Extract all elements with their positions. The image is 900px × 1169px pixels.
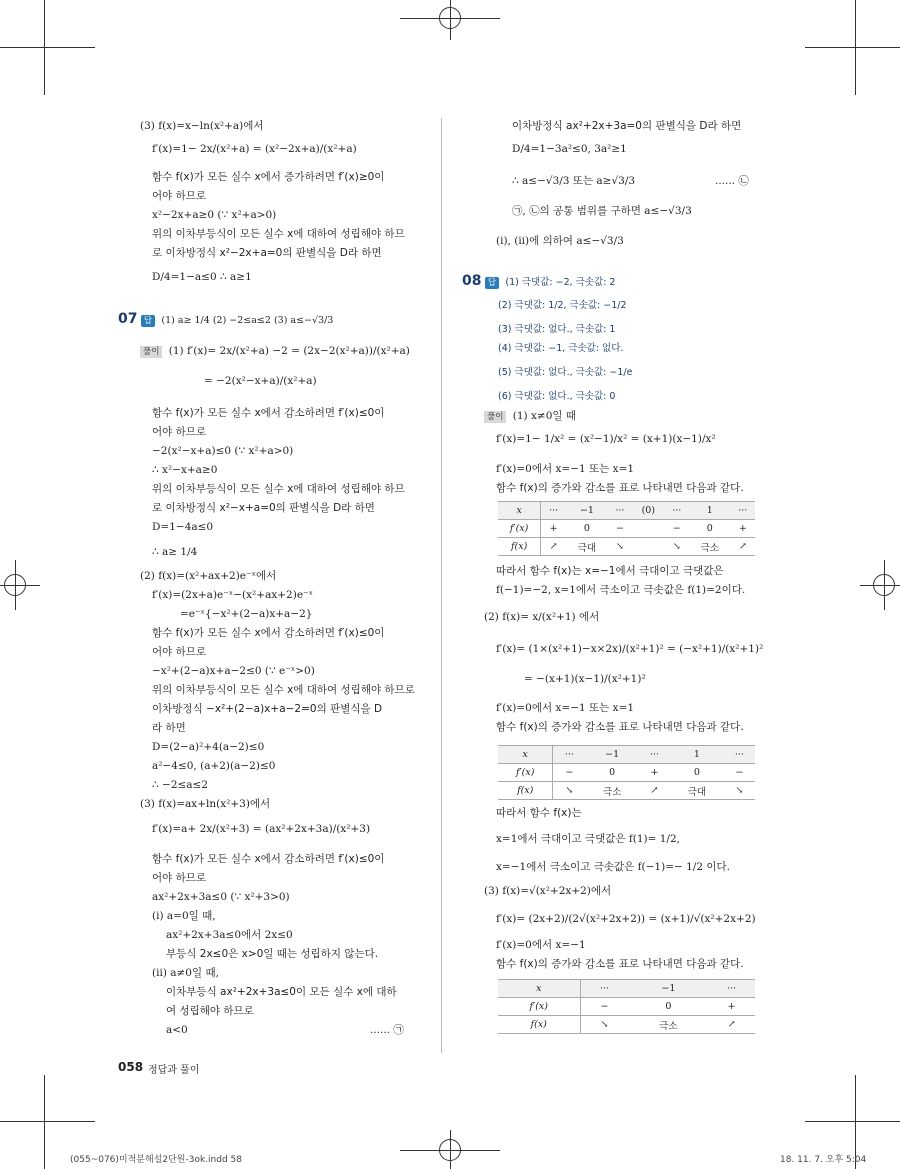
table-row	[498, 1016, 755, 1034]
text-line: 어야 하므로	[152, 872, 207, 884]
text-line: 위의 이차부등식이 모든 실수 x에 대하여 성립해야 하므로	[152, 684, 415, 696]
table-cell: 0	[689, 520, 731, 538]
table-cell: −1	[566, 502, 608, 520]
math-line: ∴ x²−x+a≥0	[152, 464, 218, 476]
crop-mark	[805, 1121, 900, 1122]
math-line: x=1에서 극대이고 극댓값은 f(1)= 1/2,	[496, 833, 680, 845]
text-line: 따라서 함수 f(x)는	[496, 807, 582, 819]
table-cell: 극대	[566, 538, 608, 556]
text-line: 위의 이차부등식이 모든 실수 x에 대하여 성립해야 하므	[152, 228, 405, 240]
table-cell: −	[580, 998, 628, 1016]
text-line: 어야 하므로	[152, 646, 207, 658]
text-line: ㉠, ㉡의 공통 범위를 구하면 a≤−√3/3	[512, 205, 692, 217]
math-line: a<0	[166, 1024, 188, 1036]
answer-text: (1) a≥ 1/4 (2) −2≤a≤2 (3) a≤−√3/3	[161, 315, 334, 326]
table-cell: 극소	[689, 538, 731, 556]
table-cell: −	[553, 764, 585, 782]
table-cell: ···	[608, 502, 632, 520]
table-row	[498, 980, 755, 998]
text-line: 부등식 2x≤0은 x>0일 때는 성립하지 않는다.	[166, 948, 379, 960]
math-line: f′(x)=0에서 x=−1 또는 x=1	[496, 463, 635, 475]
table-cell: ↘	[608, 538, 632, 556]
table-cell: x	[498, 746, 553, 764]
table-cell: −1	[628, 980, 708, 998]
table-cell: ···	[639, 746, 670, 764]
math-line: ∴ a≥ 1/4	[152, 546, 198, 558]
equation-label: ...... ㉡	[715, 175, 749, 187]
math-line: ∴ a≤−√3/3 또는 a≥√3/3	[512, 175, 636, 187]
text-line: f(−1)=−2, x=1에서 극소이고 극솟값은 f(1)=2이다.	[496, 584, 746, 596]
text-line: 함수 f(x)의 증가와 감소를 표로 나타내면 다음과 같다.	[496, 958, 744, 970]
table-cell: f′(x)	[498, 764, 553, 782]
table-cell: ↘	[724, 782, 755, 800]
text-line: (2) f(x)=(x²+ax+2)e⁻ˣ에서	[140, 570, 277, 582]
text-line: 함수 f(x)가 모든 실수 x에서 증가하려면 f′(x)≥0이	[152, 171, 385, 183]
table-cell: 극소	[628, 1016, 708, 1034]
table-cell: +	[731, 520, 755, 538]
text-line: 함수 f(x)가 모든 실수 x에서 감소하려면 f′(x)≤0이	[152, 407, 385, 419]
math-line: f′(x)=a+ 2x/(x²+3) = (ax²+2x+3a)/(x²+3)	[152, 823, 371, 835]
text-line: 이차방정식 ax²+2x+3a=0의 판별식을 D라 하면	[512, 120, 742, 132]
question-07-header	[118, 312, 333, 328]
table-cell: ···	[580, 980, 628, 998]
table-cell: f(x)	[498, 1016, 580, 1034]
table-cell: ···	[665, 502, 689, 520]
text-line: (i) a=0일 때,	[152, 910, 216, 922]
answer-item: (5) 극댓값: 없다., 극솟값: −1/e	[498, 367, 633, 378]
table-cell: ↘	[553, 782, 585, 800]
table-cell: x	[498, 980, 580, 998]
math-line: −2(x²−x+a)≤0 (∵ x²+a>0)	[152, 445, 294, 457]
table-row	[498, 998, 755, 1016]
variation-table-1	[498, 501, 755, 556]
text-line: (3) f(x)=ax+ln(x²+3)에서	[140, 798, 271, 810]
table-cell: f(x)	[498, 782, 553, 800]
table-cell: ↗	[541, 538, 566, 556]
table-cell: ···	[553, 746, 585, 764]
print-slug-date: 18. 11. 7. 오후 5:04	[780, 1155, 867, 1165]
table-cell: −	[608, 520, 632, 538]
table-cell: f′(x)	[498, 998, 580, 1016]
registration-mark	[873, 574, 895, 596]
math-line: a²−4≤0, (a+2)(a−2)≤0	[152, 760, 276, 772]
text-line: 함수 f(x)의 증가와 감소를 표로 나타내면 다음과 같다.	[496, 482, 744, 494]
math-line: f′(x)=1− 2x/(x²+a) = (x²−2x+a)/(x²+a)	[152, 143, 357, 155]
math-line: f′(x)=0에서 x=−1 또는 x=1	[496, 702, 635, 714]
table-cell: 극소	[585, 782, 639, 800]
text-line: 어야 하므로	[152, 190, 207, 202]
text-line: 함수 f(x)의 증가와 감소를 표로 나타내면 다음과 같다.	[496, 721, 744, 733]
table-cell: f(x)	[498, 538, 541, 556]
solution-tag: 풀이	[484, 411, 506, 423]
question-number: 08	[462, 273, 482, 289]
text-line: 이차부등식 ax²+2x+3a≤0이 모든 실수 x에 대하	[166, 986, 397, 998]
answer-tag: 답	[141, 315, 155, 327]
crop-mark	[0, 47, 95, 48]
crop-mark	[44, 1075, 45, 1169]
text-line: 함수 f(x)가 모든 실수 x에서 감소하려면 f′(x)≤0이	[152, 853, 385, 865]
page-number: 058	[118, 1060, 144, 1074]
math-line: f′(x)= (1×(x²+1)−x×2x)/(x²+1)² = (−x²+1)/(x²+1)²	[496, 643, 764, 655]
math-line: = −2(x²−x+a)/(x²+a)	[204, 375, 317, 387]
table-cell: ···	[708, 980, 755, 998]
table-cell: +	[541, 520, 566, 538]
text-line: (2) f(x)= x/(x²+1) 에서	[484, 611, 600, 623]
answer-item: (4) 극댓값: −1, 극솟값: 없다.	[498, 343, 624, 354]
equation-label: ...... ㉠	[370, 1024, 404, 1036]
text-line: 어야 하므로	[152, 426, 207, 438]
table-cell: 0	[566, 520, 608, 538]
math-line: (1) f′(x)= 2x/(x²+a) −2 = (2x−2(x²+a))/(x²+a)	[168, 345, 410, 357]
table-cell: 0	[585, 764, 639, 782]
math-line: x=−1에서 극소이고 극솟값은 f(−1)=− 1/2 이다.	[496, 861, 730, 873]
text-line: 로 이차방정식 x²−x+a=0의 판별식을 D라 하면	[152, 502, 375, 514]
variation-table-3	[498, 979, 755, 1034]
table-row	[498, 538, 755, 556]
table-cell: ↗	[639, 782, 670, 800]
table-cell: 1	[689, 502, 731, 520]
math-line: ax²+2x+3a≤0에서 2x≤0	[166, 929, 293, 941]
text-line: 위의 이차부등식이 모든 실수 x에 대하여 성립해야 하므	[152, 483, 405, 495]
table-cell: 1	[670, 746, 724, 764]
table-row	[498, 520, 755, 538]
table-cell: −	[724, 764, 755, 782]
crop-mark	[855, 0, 856, 95]
table-cell	[632, 520, 665, 538]
text-line: (1) x≠0일 때	[512, 410, 577, 422]
table-cell: ↗	[731, 538, 755, 556]
table-cell: (0)	[632, 502, 665, 520]
table-cell: 극대	[670, 782, 724, 800]
text-line: 여 성립해야 하므로	[166, 1005, 254, 1017]
math-line: x²−2x+a≥0 (∵ x²+a>0)	[152, 209, 277, 221]
text-line: (3) f(x)=√(x²+2x+2)에서	[484, 885, 612, 897]
answer-item: (3) 극댓값: 없다., 극솟값: 1	[498, 324, 616, 335]
variation-table-2	[498, 745, 755, 800]
math-line: D=(2−a)²+4(a−2)≤0	[152, 741, 265, 753]
table-cell	[632, 538, 665, 556]
answer-item: (2) 극댓값: 1/2, 극솟값: −1/2	[498, 300, 627, 311]
text-line: 함수 f(x)가 모든 실수 x에서 감소하려면 f′(x)≤0이	[152, 627, 385, 639]
column-divider	[441, 118, 442, 1053]
math-line: f′(x)= (2x+2)/(2√(x²+2x+2)) = (x+1)/√(x²+2x+2)	[496, 913, 756, 925]
text-line: 따라서 함수 f(x)는 x=−1에서 극대이고 극댓값은	[496, 565, 724, 577]
math-line: f′(x)=0에서 x=−1	[496, 939, 586, 951]
math-line: f′(x)=(2x+a)e⁻ˣ−(x²+ax+2)e⁻ˣ	[152, 589, 314, 601]
print-slug-file: (055~076)미적분해설2단원-3ok.indd 58	[70, 1155, 243, 1165]
table-cell: 0	[670, 764, 724, 782]
text-line: (i), (ii)에 의하여 a≤−√3/3	[496, 235, 624, 247]
table-cell: −1	[585, 746, 639, 764]
registration-mark	[439, 1139, 461, 1161]
solution-line	[140, 344, 410, 358]
table-cell: ···	[731, 502, 755, 520]
math-line: D=1−4a≤0	[152, 521, 214, 533]
footer-label: 정답과 풀이	[148, 1065, 200, 1076]
math-line: D/4=1−a≤0 ∴ a≥1	[152, 271, 252, 283]
text-line: 이차방정식 −x²+(2−a)x+a−2=0의 판별식을 D	[152, 703, 383, 715]
table-row	[498, 782, 755, 800]
math-line: =e⁻ˣ{−x²+(2−a)x+a−2}	[180, 608, 313, 620]
crop-mark	[0, 1121, 95, 1122]
math-line: ax²+2x+3a≤0 (∵ x²+3>0)	[152, 891, 290, 903]
table-cell: −	[665, 520, 689, 538]
table-row	[498, 764, 755, 782]
question-number: 07	[118, 311, 138, 327]
answer-tag: 답	[485, 277, 499, 289]
math-line: D/4=1−3a²≤0, 3a²≥1	[512, 143, 627, 155]
solution-tag: 풀이	[140, 346, 162, 358]
solution-line	[484, 409, 576, 423]
math-line: = −(x+1)(x−1)/(x²+1)²	[524, 673, 646, 685]
table-cell: ↘	[580, 1016, 628, 1034]
answer-item: (6) 극댓값: 없다., 극솟값: 0	[498, 391, 616, 402]
table-cell: ↘	[665, 538, 689, 556]
table-cell: ↗	[708, 1016, 755, 1034]
text-line: (3) f(x)=x−ln(x²+a)에서	[140, 120, 264, 132]
table-cell: ···	[724, 746, 755, 764]
registration-mark	[439, 7, 461, 29]
table-cell: x	[498, 502, 541, 520]
text-line: 라 하면	[152, 722, 186, 734]
math-line: ∴ −2≤a≤2	[152, 779, 209, 791]
table-cell: ···	[541, 502, 566, 520]
math-line: f′(x)=1− 1/x² = (x²−1)/x² = (x+1)(x−1)/x²	[496, 433, 716, 445]
answer-item: (1) 극댓값: −2, 극솟값: 2	[505, 277, 616, 288]
text-line: 로 이차방정식 x²−2x+a=0의 판별식을 D라 하면	[152, 247, 382, 259]
table-cell: +	[708, 998, 755, 1016]
crop-mark	[805, 47, 900, 48]
registration-mark	[4, 574, 26, 596]
table-row	[498, 746, 755, 764]
crop-mark	[44, 0, 45, 95]
table-cell: +	[639, 764, 670, 782]
table-cell: 0	[628, 998, 708, 1016]
table-cell: f′(x)	[498, 520, 541, 538]
text-line: (ii) a≠0일 때,	[152, 967, 219, 979]
table-row	[498, 502, 755, 520]
math-line: −x²+(2−a)x+a−2≤0 (∵ e⁻ˣ>0)	[152, 665, 315, 677]
question-08-header	[462, 274, 615, 290]
